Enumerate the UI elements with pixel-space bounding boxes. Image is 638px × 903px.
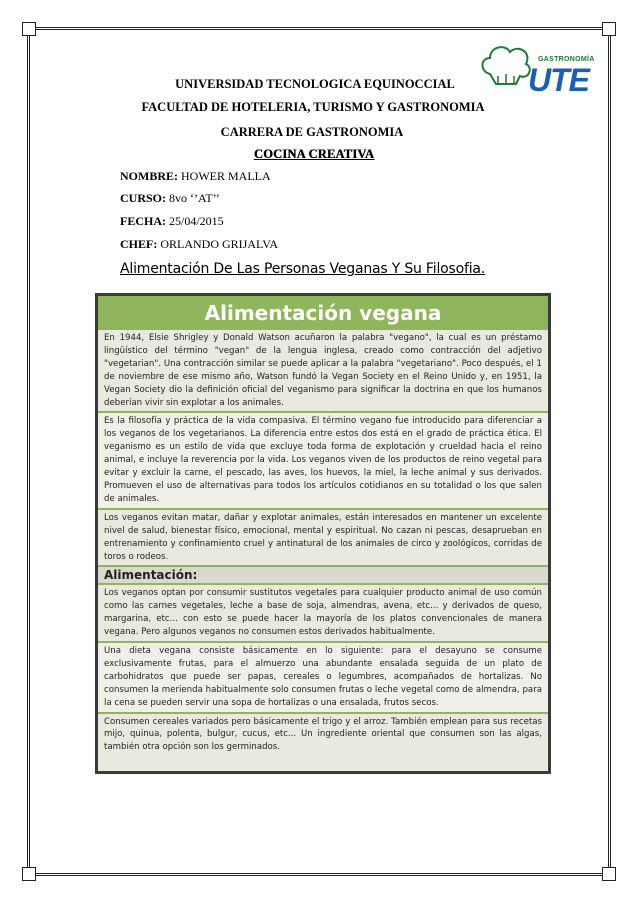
field-chef xyxy=(120,237,278,252)
field-name xyxy=(120,169,271,184)
document-subtitle: Alimentación De Las Personas Veganas Y Su Filosofia. xyxy=(120,261,486,277)
faculty-name: FACULTAD DE HOTELERIA, TURISMO Y GASTRONOMIA xyxy=(141,100,485,114)
course-title: COCINA CREATIVA xyxy=(253,147,375,161)
border-corner xyxy=(602,22,616,36)
field-date xyxy=(120,214,224,229)
ute-logo xyxy=(476,36,616,102)
field-value: 25/04/2015 xyxy=(166,214,224,228)
field-label: NOMBRE: xyxy=(120,169,178,183)
field-label: CHEF: xyxy=(120,237,158,251)
border-corner xyxy=(22,22,36,36)
field-value: HOWER MALLA xyxy=(178,169,271,183)
infographic-title: Alimentación vegana xyxy=(98,296,548,330)
infographic-content xyxy=(98,296,548,771)
infographic-section-heading: Alimentación: xyxy=(98,567,548,585)
logo-brand: GASTRONOMÍA xyxy=(538,56,595,63)
field-label: FECHA: xyxy=(120,214,166,228)
infographic-paragraph: Una dieta vegana consiste básicamente en lo siguiente: para el desayuno se consume exclusivamente frutas, para el almuerzo una abundante ensalada seguida de un plato de carbohidratos que puede ser papas, cereales o legumbres, acompañados de hortalizas. No consumen la merienda habitualmente solo consumen frutas o leche vegetal como de almendra, para la cena se pueden servir una sopa de hortalizas o una ensalada, frutos secos. xyxy=(98,643,548,714)
infographic-paragraph: En 1944, Elsie Shrigley y Donald Watson acuñaron la palabra "vegano", la cual es un préstamo lingüístico del término "vegan" de la lengua inglesa, creado como contracción del adjetivo "vegetarian". Una contracción similar se puede aplicar a la palabra "vegetariano". Poco después, el 1 de noviembre de ese mismo año, Watson fundó la Vegan Society en el Reino Unido y, en 1951, la Vegan Society dio la definición oficial del veganismo para significar la doctrina en que los humanos deberían vivir sin explotar a los animales. xyxy=(98,330,548,413)
infographic-image xyxy=(95,293,551,774)
infographic-paragraph: Los veganos optan por consumir sustitutos vegetales para cualquier producto animal de uso común como las carnes vegetales, leche a base de soja, almendras, avena, etc... y derivados de queso, margarina, etc... con esto se puede hacer la mayoría de los platos convencionales de manera vegana. Pero algunos veganos no consumen estos derivados habitualmente. xyxy=(98,585,548,643)
university-name: UNIVERSIDAD TECNOLOGICA EQUINOCCIAL xyxy=(175,77,455,91)
field-course xyxy=(120,191,220,206)
field-value: 8vo ‘’AT’’ xyxy=(166,191,220,205)
logo-name: UTE xyxy=(528,62,589,98)
field-label: CURSO: xyxy=(120,191,167,205)
border-corner xyxy=(22,867,36,881)
field-value: ORLANDO GRIJALVA xyxy=(157,237,279,251)
infographic-paragraph: Consumen cereales variados pero básicamente el trigo y el arroz. También emplean para sus recetas mijo, quinua, polenta, bulgur, cucus, etc... Un ingrediente oriental que consumen son las algas, también otra opción son los germinados. xyxy=(98,714,548,757)
infographic-paragraph: Es la filosofía y práctica de la vida compasiva. El término vegano fue introducido para diferenciar a los veganos de los vegetarianos. La diferencia entre estos dos está en el grado de práctica ética. El veganismo es un estilo de vida que excluye toda forma de explotación y crueldad hacia el reino animal, e incluye la reverencia por la vida. Los veganos viven de los productos de reino vegetal para evitar y excluir la carne, el pescado, las aves, los huevos, la miel, la leche animal y sus derivados. Promueven el uso de alternativas para todos los artículos cotidianos en su totalidad o los que salen de animales. xyxy=(98,413,548,509)
infographic-paragraph: Los veganos evitan matar, dañar y explotar animales, están interesados en mantener un excelente nivel de salud, bienestar físico, emocional, mental y espiritual. No cazan ni pescas, desaprueban en entrenamiento y confinamiento cruel y antinatural de los animales de circo y zoológicos, corridas de toros o rodeos. xyxy=(98,510,548,568)
career-name: CARRERA DE GASTRONOMIA xyxy=(220,125,404,139)
border-corner xyxy=(602,867,616,881)
